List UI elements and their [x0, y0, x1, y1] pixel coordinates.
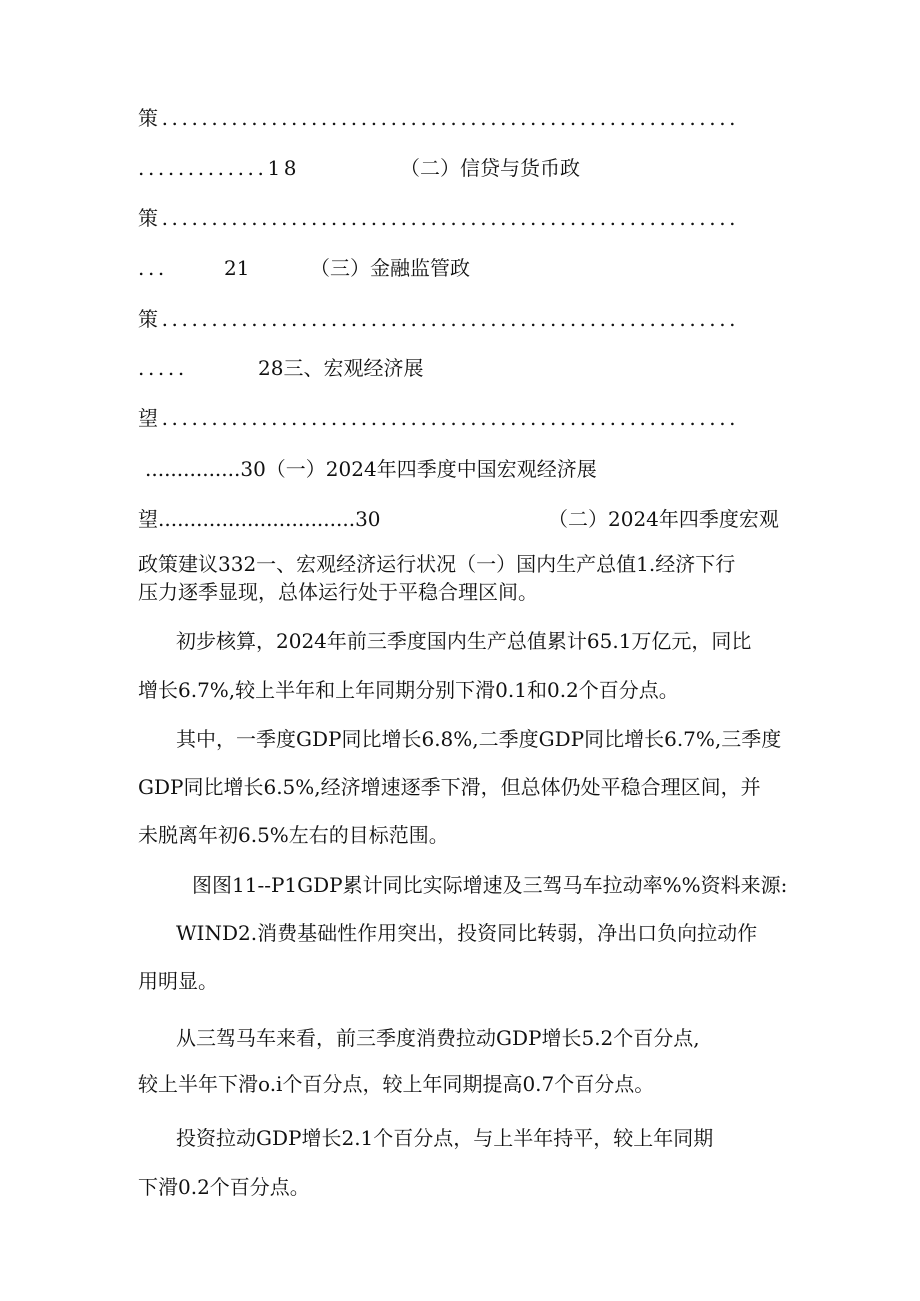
toc-line-2-leader: .............18: [138, 156, 301, 180]
body-paragraph-5-line-1: 从三驾马车来看，前三季度消费拉动GDP增长5.2个百分点,: [176, 1026, 700, 1050]
body-paragraph-4-line-2: 用明显。: [138, 969, 218, 993]
figure-caption: 图图11--P1GDP累计同比实际增速及三驾马车拉动率%%资料来源:: [192, 873, 788, 897]
body-paragraph-6-line-1: 投资拉动GDP增长2.1个百分点，与上半年持平，较上年同期: [176, 1126, 714, 1150]
toc-line-4-leader: ...: [138, 256, 168, 280]
toc-entry-financial-regulation: （三）金融监管政: [310, 256, 470, 280]
toc-line-6-leader: .....: [138, 356, 188, 380]
body-paragraph-6-line-2: 下滑0.2个百分点。: [138, 1175, 310, 1199]
body-paragraph-2-line-1: 初步核算，2024年前三季度国内生产总值累计65.1万亿元，同比: [176, 629, 752, 653]
body-paragraph-4-line-1: WIND2.消费基础性作用突出，投资同比转弱，净出口负向拉动作: [176, 921, 758, 945]
body-paragraph-3-line-3: 未脱离年初6.5%左右的目标范围。: [138, 823, 449, 847]
body-paragraph-2-line-2: 增长6.7%,较上半年和上年同期分别下滑0.1和0.2个百分点。: [138, 678, 679, 702]
toc-entry-credit-monetary: （二）信贷与货币政: [400, 156, 580, 180]
toc-line-3: 策..........................................................: [138, 206, 740, 230]
toc-entry-policy-advice: （二）2024年四季度宏观: [548, 507, 779, 531]
toc-line-1: 策..........................................................: [138, 106, 740, 130]
toc-page-number: 21: [224, 256, 250, 280]
toc-entry-q4-outlook: ...............30（一）2024年四季度中国宏观经济展: [145, 457, 597, 481]
body-paragraph-3-line-2: GDP同比增长6.5%,经济增速逐季下滑，但总体仍处平稳合理区间，并: [138, 775, 761, 799]
toc-line-9-leader: 望...............................30: [138, 507, 381, 531]
body-paragraph-5-line-2: 较上半年下滑o.i个百分点，较上年同期提高0.7个百分点。: [138, 1072, 655, 1096]
body-paragraph-3-line-1: 其中，一季度GDP同比增长6.8%,二季度GDP同比增长6.7%,三季度: [176, 727, 782, 751]
body-paragraph-1-line-2: 压力逐季显现，总体运行处于平稳合理区间。: [138, 580, 538, 604]
toc-line-5: 策..........................................................: [138, 307, 740, 331]
toc-entry-macro-outlook: 28三、宏观经济展: [258, 356, 424, 380]
toc-line-7: 望..........................................................: [138, 406, 740, 430]
body-paragraph-1-line-1: 政策建议332一、宏观经济运行状况（一）国内生产总值1.经济下行: [138, 552, 736, 576]
